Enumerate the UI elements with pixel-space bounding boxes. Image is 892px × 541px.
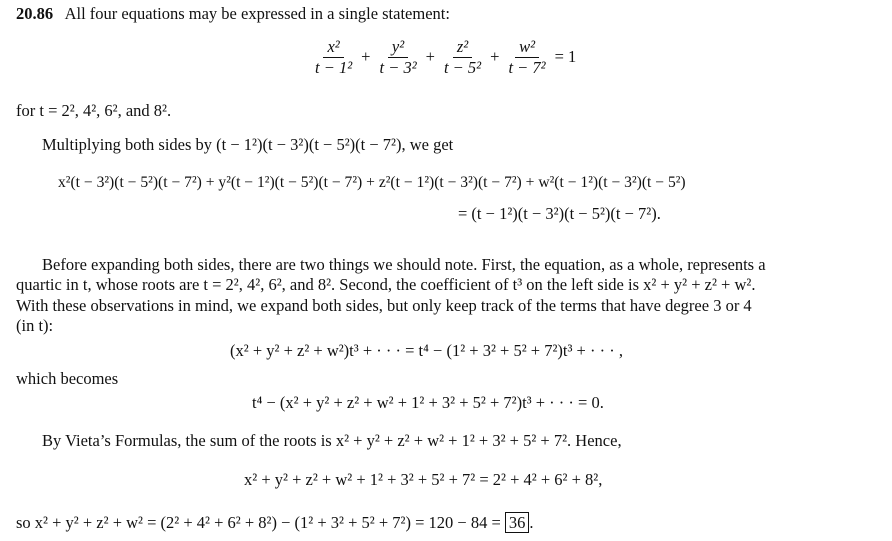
problem-number: 20.86 — [16, 4, 54, 23]
final-period: . — [529, 513, 534, 532]
which-becomes: which becomes — [16, 369, 119, 388]
numerator-y: y² — [388, 37, 408, 58]
denominator-1: t − 1² — [315, 57, 353, 77]
sum-equation: x² + y² + z² + w² + 1² + 3² + 5² + 7² = 2² + 4² + 6² + 8², — [244, 470, 603, 489]
paragraph-line: (in t): — [16, 316, 54, 335]
denominator-7: t − 7² — [508, 57, 546, 77]
paragraph-line: quartic in t, whose roots are t = 2², 4², 6², and 8². Second, the coefficient of t³ on the left side is x² + y² + z² + w². — [16, 275, 756, 294]
denominator-3: t − 3² — [379, 57, 417, 77]
paragraph-line: With these observations in mind, we expand both sides, but only keep track of the terms that have degree 3 or 4 — [16, 296, 752, 315]
fraction-x — [313, 37, 354, 78]
expand-equation: (x² + y² + z² + w²)t³ + · · · = t⁴ − (1² + 3² + 5² + 7²)t³ + · · · , — [230, 341, 623, 360]
problem-intro: All four equations may be expressed in a single statement: — [64, 4, 450, 23]
expanded-equation-line2: = (t − 1²)(t − 3²)(t − 5²)(t − 7²). — [458, 204, 661, 223]
equation-rhs: = 1 — [554, 47, 577, 67]
numerator-x: x² — [323, 37, 343, 58]
fraction-w — [506, 37, 547, 78]
for-t-values: for t = 2², 4², 6², and 8². — [16, 101, 172, 120]
multiplying-statement: Multiplying both sides by (t − 1²)(t − 3²)(t − 5²)(t − 7²), we get — [42, 135, 454, 154]
final-answer-line — [16, 513, 534, 534]
plus-sign: + — [361, 47, 371, 67]
final-computation: so x² + y² + z² + w² = (2² + 4² + 6² + 8²) − (1² + 3² + 5² + 7²) = 120 − 84 = — [16, 513, 501, 532]
plus-sign: + — [425, 47, 435, 67]
fraction-equation — [310, 37, 580, 78]
denominator-5: t − 5² — [443, 57, 482, 77]
numerator-w: w² — [515, 37, 539, 58]
expanded-equation-line1: x²(t − 3²)(t − 5²)(t − 7²) + y²(t − 1²)(t − 5²)(t − 7²) + z²(t − 1²)(t − 3²)(t − 7²) + w²(t − 1²)(t − 3²)(t − 5²) — [58, 174, 686, 191]
answer-box: 36 — [505, 512, 530, 533]
problem-header — [16, 4, 450, 25]
fraction-y — [377, 37, 418, 78]
numerator-z: z² — [453, 37, 472, 58]
becomes-equation: t⁴ − (x² + y² + z² + w² + 1² + 3² + 5² + 7²)t³ + · · · = 0. — [252, 393, 604, 412]
plus-sign: + — [490, 47, 500, 67]
vieta-statement: By Vieta’s Formulas, the sum of the roots is x² + y² + z² + w² + 1² + 3² + 5² + 7². Hence, — [42, 431, 622, 450]
paragraph-line: Before expanding both sides, there are two things we should note. First, the equation, as a whole, represents a — [42, 255, 766, 274]
fraction-z — [442, 37, 483, 78]
